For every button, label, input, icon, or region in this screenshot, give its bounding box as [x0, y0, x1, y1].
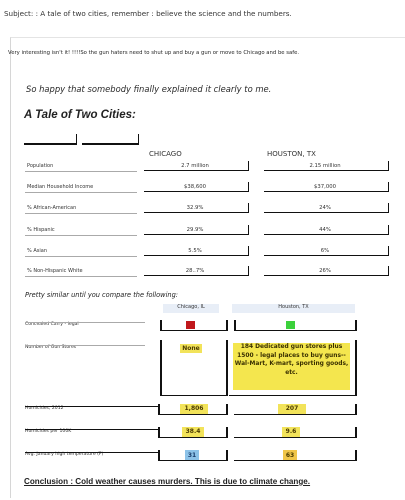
- temp-chicago: 31: [185, 450, 199, 461]
- temp-houston: 63: [283, 450, 297, 461]
- cell-underline: [234, 330, 356, 331]
- row-underline: [25, 184, 137, 193]
- cell-underline: [234, 437, 356, 438]
- row-underline: [25, 163, 137, 172]
- cell-houston: $37,000: [314, 184, 336, 190]
- tab-stub-2: [82, 134, 139, 145]
- tale-title: A Tale of Two Cities:: [24, 109, 136, 121]
- cell-underline: [234, 414, 356, 415]
- message-opener: Very interesting isn't it! !!!!So the gun haters need to shut up and buy a gun or move to Chicago and be safe.: [8, 50, 300, 56]
- concealed-carry-yes-swatch: [286, 321, 295, 329]
- comparison-intro: Pretty similar until you compare the following:: [25, 291, 178, 299]
- cell-divider: [226, 320, 228, 331]
- cell-houston: 6%: [320, 248, 330, 254]
- cell-underline: [160, 330, 226, 331]
- row-underline: [25, 227, 137, 236]
- gun-stores-chicago: None: [180, 344, 202, 353]
- gun-stores-houston: 184 Dedicated gun stores plus 1500 - legal places to buy guns-- Wal-Mart, K-mart, sporting goods, etc.: [233, 343, 350, 390]
- cell-divider: [226, 340, 228, 396]
- conclusion-text: Conclusion : Cold weather causes murders. This is due to climate change.: [24, 477, 311, 486]
- cell-underline: [160, 395, 226, 396]
- cell-underline: [158, 460, 226, 461]
- cell-chicago: 32.9%: [186, 205, 204, 211]
- cell-houston: 26%: [319, 268, 331, 274]
- per100k-chicago: 38.4: [182, 427, 204, 437]
- cell-chicago: $38,600: [184, 184, 206, 190]
- cell-divider: [355, 404, 357, 415]
- row-underline: [25, 205, 137, 214]
- cell-chicago: 29.9%: [186, 227, 204, 233]
- row-label: Population: [27, 163, 54, 169]
- cell-chicago: 28..7%: [185, 268, 205, 274]
- row-label: % Hispanic: [27, 227, 55, 233]
- row-underline: [25, 345, 145, 346]
- cell-underline: [158, 437, 226, 438]
- subheader-chicago: Chicago, IL: [163, 304, 219, 313]
- row-label: Median Household Income: [27, 184, 94, 190]
- row-label: Homicides per 100K: [25, 429, 72, 434]
- tab-stub-1: [24, 134, 77, 145]
- cell-divider: [226, 427, 228, 438]
- subheader-houston: Houston, TX: [232, 304, 355, 313]
- cell-underline: [158, 414, 226, 415]
- row-label: % Asian: [27, 248, 47, 254]
- row-label: % African-American: [27, 205, 77, 211]
- cell-houston: 24%: [319, 205, 331, 211]
- per100k-houston: 9.6: [282, 427, 300, 437]
- concealed-carry-no-swatch: [186, 321, 195, 329]
- row-underline: [25, 406, 159, 407]
- homicides-houston: 207: [278, 404, 306, 414]
- row-label: Homicides, 2012: [25, 406, 64, 411]
- row-label: Avg. January high temperature (F): [25, 452, 104, 457]
- row-underline: [25, 322, 145, 323]
- row-underline: [25, 429, 159, 430]
- cell-houston: 2.15 million: [309, 163, 341, 169]
- email-subject: Subject: : A tale of two cities, remember : believe the science and the numbers.: [4, 9, 292, 18]
- homicides-chicago: 1,806: [180, 404, 208, 414]
- cell-divider: [355, 427, 357, 438]
- cell-underline: [229, 395, 356, 396]
- cell-chicago: 5.5%: [188, 248, 202, 254]
- cell-houston: 44%: [319, 227, 331, 233]
- cell-chicago: 2.7 million: [181, 163, 209, 169]
- message-happy-line: So happy that somebody finally explained it clearly to me.: [26, 84, 272, 94]
- header-chicago: CHICAGO: [149, 150, 182, 158]
- cell-divider: [355, 320, 357, 331]
- row-label: % Non-Hispanic White: [27, 268, 83, 274]
- cell-divider: [355, 340, 357, 396]
- row-underline: [25, 268, 137, 277]
- cell-divider: [355, 450, 357, 461]
- cell-divider: [160, 340, 162, 396]
- cell-underline: [234, 460, 356, 461]
- row-label: Number of Gun Stores: [25, 345, 77, 350]
- row-label: Concealed Carry - legal: [25, 322, 79, 327]
- cell-divider: [226, 450, 228, 461]
- header-houston: HOUSTON, TX: [267, 150, 316, 158]
- row-underline: [25, 452, 159, 453]
- cell-divider: [226, 404, 228, 415]
- row-underline: [25, 248, 137, 257]
